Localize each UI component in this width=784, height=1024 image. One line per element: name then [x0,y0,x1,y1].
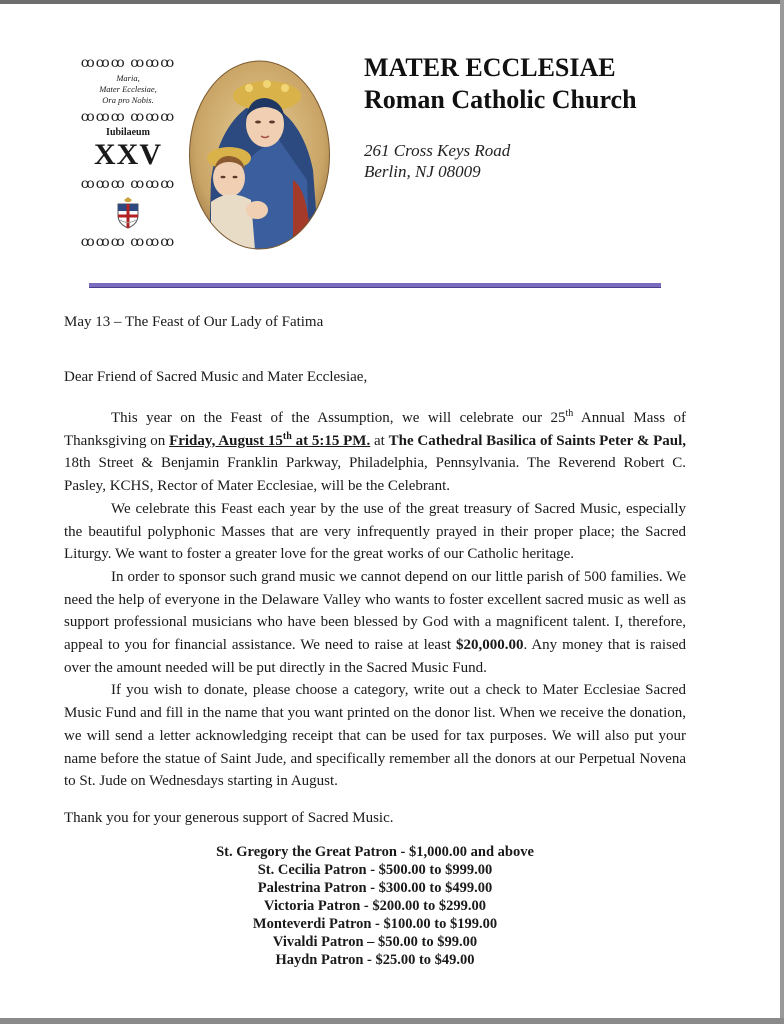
paragraph-sacred-music: We celebrate this Feast each year by the use of the great treasury of Sacred Music, especially the beautiful polyphonic Masses that are very infrequently prayed in their proper place; the Sacred Liturgy. We want to foster a greater love for the great works of our Catholic heritage. [64,500,686,563]
window-bottom-border [0,1018,784,1024]
church-address [364,140,510,182]
window-top-border [0,0,784,4]
paragraph-mass-announcement: This year on the Feast of the Assumption, we will celebrate our 25th Annual Mass of Thanksgiving on Friday, August 15th at 5:15 PM. at The Cathedral Basilica of Saints Peter & Paul, 18th Street & Benjamin Franklin Parkway, Philadelphia, Pennsylvania. The Reverend Robert C. Pasley, KCHS, Rector of Mater Ecclesiae, will be the Celebrant. [64,408,687,495]
patron-level: Haydn Patron - $25.00 to $49.00 [275,952,475,968]
header-divider [89,283,661,288]
paragraph-donation-instructions: If you wish to donate, please choose a category, write out a check to Mater Ecclesiae Sacred Music Fund and fill in the name that you want printed on the donor list. When we receive the donation, we will send a letter acknowledging receipt that can be used for tax purposes. We will also put your name before the statue of Saint Jude, and specifically remember all the donors at our Perpetual Novena to St. Jude on Wednesdays starting in August. [64,682,686,790]
coat-of-arms-icon [115,197,141,229]
latin-motto [80,73,176,106]
window-right-border [780,0,784,1024]
letter-date-line: May 13 – The Feast of Our Lady of Fatima [64,314,324,330]
ornament-icon: ꝏꝏꝏ ꝏꝏꝏ [80,235,176,250]
patron-level: St. Cecilia Patron - $500.00 to $999.00 [257,862,493,878]
ornament-icon: ꝏꝏꝏ ꝏꝏꝏ [80,177,176,192]
patron-level: Vivaldi Patron – $50.00 to $99.00 [272,934,478,950]
motto-line: Mater Ecclesiae, [99,84,157,94]
letter-body [64,407,686,793]
church-name [364,52,637,116]
ornament-icon: ꝏꝏꝏ ꝏꝏꝏ [80,110,176,125]
motto-line: Ora pro Nobis. [102,95,154,105]
jubilee-column [80,56,176,251]
address-line: Berlin, NJ 08009 [364,162,481,181]
fundraising-goal: $20,000.00 [456,637,524,654]
patron-levels-list [64,843,686,969]
ornament-icon: ꝏꝏꝏ ꝏꝏꝏ [80,56,176,71]
letter-closing: Thank you for your generous support of Sacred Music. [64,810,394,826]
patron-level: St. Gregory the Great Patron - $1,000.00 and above [216,844,534,860]
church-name-line: Roman Catholic Church [364,85,637,114]
madonna-and-child-portrait [189,60,330,250]
patron-level: Monteverdi Patron - $100.00 to $199.00 [252,916,498,932]
church-name-line: MATER ECCLESIAE [364,53,616,82]
motto-line: Maria, [116,73,140,83]
jubilee-number: XXV [94,138,162,171]
jubilee-label: Iubilaeum [106,127,150,138]
patron-level: Palestrina Patron - $300.00 to $499.00 [257,880,493,896]
mass-venue: The Cathedral Basilica of Saints Peter & Paul, [388,432,687,449]
letter-salutation: Dear Friend of Sacred Music and Mater Ecclesiae, [64,369,368,385]
patron-level: Victoria Patron - $200.00 to $299.00 [264,898,486,914]
mass-date: Friday, August 15th at 5:15 PM. [169,430,371,449]
paragraph-appeal: In order to sponsor such grand music we cannot depend on our little parish of 500 families. We need the help of everyone in the Delaware Valley who wants to foster excellent sacred music as well as support professional musicians who have been blessed by God with a magnificent talent. I, therefore, appeal to you for financial assistance. We need to raise at least $20,000.00. Any money that is raised over the amount needed will be put directly in the Sacred Music Fund. [64,568,686,676]
address-line: 261 Cross Keys Road [364,141,511,160]
